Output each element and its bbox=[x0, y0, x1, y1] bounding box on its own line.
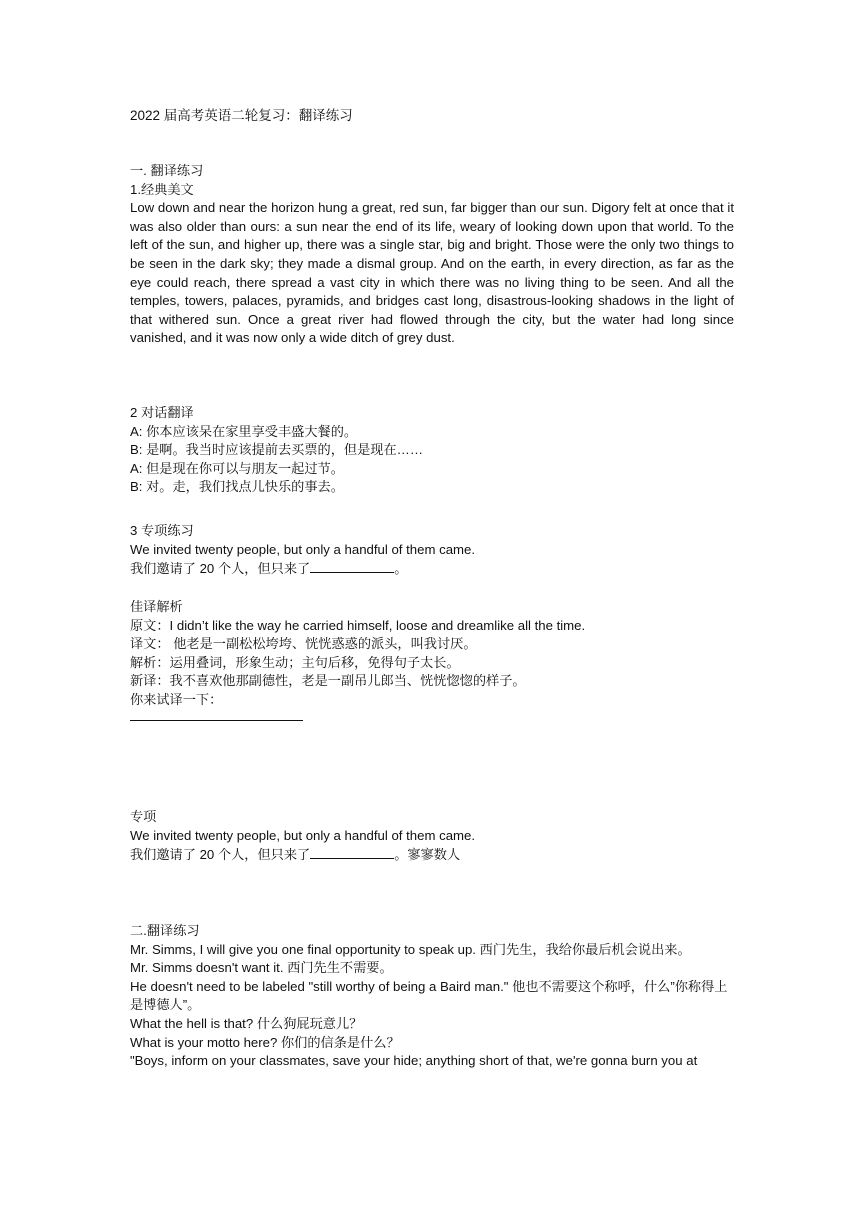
analysis-new-translation: 新译：我不喜欢他那副德性，老是一副吊儿郎当、恍恍惚惚的样子。 bbox=[130, 673, 526, 689]
analysis-original: 原文：I didn’t like the way he carried himself, loose and dreamlike all the time. bbox=[130, 617, 586, 633]
section-1-heading: 一. 翻译练习 bbox=[130, 163, 204, 178]
special-2-heading: 专项 bbox=[130, 809, 157, 824]
chinese-prefix: 我们邀请了 20 个人，但只来了 bbox=[130, 847, 311, 863]
answer-line[interactable] bbox=[130, 710, 303, 721]
special-practice-chinese bbox=[130, 559, 734, 579]
translation-line: Mr. Simms doesn't want it. 西门先生不需要。 bbox=[130, 960, 393, 976]
passage-paragraph: Low down and near the horizon hung a great, red sun, far bigger than our sun. Digory felt at once that it was also older than ours: a sun near the end of its life, weary of looking down upon that world. To the left of the sun, and higher up, there was a single star, big and bright. Those were the only two things to be seen in the dark sky; they made a dismal group. And on the earth, in every direction, as far as the eye could reach, there spread a vast city in which there was no living thing to be seen. And all the temples, towers, palaces, pyramids, and bridges cast long, disastrous-looking shadows in the light of that withered sun. Once a great river had flowed through the city, but the water had long since vanished, and it was now only a wide ditch of grey dust. bbox=[130, 200, 734, 346]
special-practice-section bbox=[130, 522, 734, 579]
chinese-prefix: 我们邀请了 20 个人，但只来了 bbox=[130, 561, 311, 577]
analysis-heading: 佳译解析 bbox=[130, 599, 183, 614]
analysis-explanation: 解析：运用叠词，形象生动；主句后移，免得句子太长。 bbox=[130, 654, 460, 670]
special-section-2 bbox=[130, 808, 734, 865]
dialogue-line: B: 是啊。我当时应该提前去买票的，但是现在…… bbox=[130, 442, 424, 458]
translation-line: He doesn't need to be labeled "still worthy of being a Baird man." 他也不需要这个称呼，什么”你称得上是博德人”。 bbox=[130, 978, 728, 1013]
translation-line: Mr. Simms, I will give you one final opportunity to speak up. 西门先生，我给你最后机会说出来。 bbox=[130, 941, 691, 957]
section-1 bbox=[130, 162, 734, 348]
translation-line: What is your motto here? 你们的信条是什么？ bbox=[130, 1034, 400, 1050]
analysis-translation: 译文： 他老是一副松松垮垮、恍恍惑惑的派头，叫我讨厌。 bbox=[130, 636, 477, 652]
dialogue-line: A: 但是现在你可以与朋友一起过节。 bbox=[130, 460, 344, 476]
answer-blank[interactable] bbox=[310, 559, 394, 573]
answer-blank[interactable] bbox=[310, 845, 394, 859]
section-2-heading: 二.翻译练习 bbox=[130, 923, 200, 938]
subsection-heading: 1.经典美文 bbox=[130, 181, 194, 197]
dialogue-section bbox=[130, 404, 734, 497]
special-2-chinese bbox=[130, 845, 734, 865]
chinese-suffix: 。 bbox=[394, 561, 408, 577]
section-2 bbox=[130, 922, 734, 1071]
special-practice-heading: 3 专项练习 bbox=[130, 523, 194, 538]
special-practice-english: We invited twenty people, but only a handful of them came. bbox=[130, 541, 476, 557]
document-title: 2022 届高考英语二轮复习：翻译练习 bbox=[130, 108, 353, 123]
translation-line: What the hell is that? 什么狗屁玩意儿？ bbox=[130, 1015, 363, 1031]
analysis-try-prompt: 你来试译一下： bbox=[130, 691, 223, 707]
dialogue-heading: 2 对话翻译 bbox=[130, 405, 194, 420]
chinese-suffix: 。寥寥数人 bbox=[394, 847, 461, 863]
analysis-section bbox=[130, 598, 734, 721]
dialogue-line: A: 你本应该呆在家里享受丰盛大餐的。 bbox=[130, 423, 358, 439]
translation-line: "Boys, inform on your classmates, save your hide; anything short of that, we're gonna burn you at bbox=[130, 1053, 698, 1069]
special-2-english: We invited twenty people, but only a handful of them came. bbox=[130, 827, 476, 843]
dialogue-line: B: 对。走，我们找点儿快乐的事去。 bbox=[130, 479, 344, 495]
